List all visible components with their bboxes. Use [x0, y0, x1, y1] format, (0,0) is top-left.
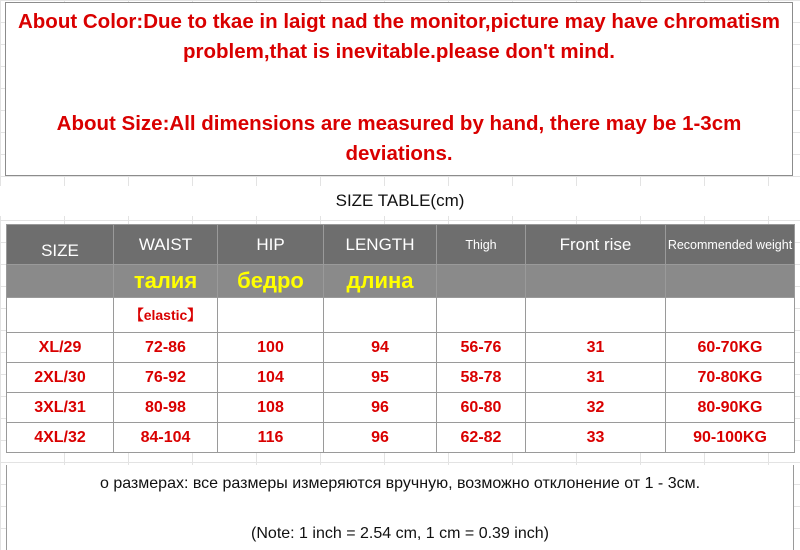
ru-waist: талия: [114, 265, 218, 298]
header-thigh: Thigh: [437, 225, 526, 265]
ru-empty-cell: [7, 265, 114, 298]
cell-thigh: 62-82: [437, 423, 526, 453]
ru-hip: бедро: [218, 265, 324, 298]
cell-front-rise: 31: [526, 363, 666, 393]
table-row: [7, 423, 795, 453]
cell-front-rise: 31: [526, 333, 666, 363]
empty-cell: [7, 298, 114, 333]
cell-size: XL/29: [7, 333, 114, 363]
cell-hip: 104: [218, 363, 324, 393]
cell-thigh: 60-80: [437, 393, 526, 423]
cell-length: 94: [324, 333, 437, 363]
footer-notes: [6, 465, 794, 550]
ru-empty-cell: [666, 265, 795, 298]
header-waist: WAIST: [114, 225, 218, 265]
cell-length: 95: [324, 363, 437, 393]
cell-length: 96: [324, 393, 437, 423]
cell-size: 3XL/31: [7, 393, 114, 423]
cell-hip: 116: [218, 423, 324, 453]
cell-front-rise: 32: [526, 393, 666, 423]
waist-note-row: [7, 298, 795, 333]
table-row: [7, 333, 795, 363]
cell-length: 96: [324, 423, 437, 453]
size-disclaimer: About Size:All dimensions are measured by hand, there may be 1-3cm deviations.: [56, 112, 742, 165]
cell-thigh: 56-76: [437, 333, 526, 363]
empty-cell: [218, 298, 324, 333]
cell-waist: 76-92: [114, 363, 218, 393]
empty-cell: [437, 298, 526, 333]
cell-weight: 60-70KG: [666, 333, 795, 363]
cell-waist: 80-98: [114, 393, 218, 423]
size-table-title: SIZE TABLE(cm): [0, 186, 800, 216]
russian-header-row: [7, 265, 795, 298]
cell-waist: 84-104: [114, 423, 218, 453]
cell-thigh: 58-78: [437, 363, 526, 393]
cell-waist: 72-86: [114, 333, 218, 363]
cell-weight: 90-100KG: [666, 423, 795, 453]
cell-hip: 108: [218, 393, 324, 423]
table-header-row: [7, 225, 795, 265]
cell-weight: 70-80KG: [666, 363, 795, 393]
disclaimer-box: [5, 2, 793, 176]
table-row: [7, 393, 795, 423]
ru-length: длина: [324, 265, 437, 298]
cell-front-rise: 33: [526, 423, 666, 453]
ru-empty-cell: [526, 265, 666, 298]
empty-cell: [666, 298, 795, 333]
cell-size: 4XL/32: [7, 423, 114, 453]
header-hip: HIP: [218, 225, 324, 265]
color-disclaimer: About Color:Due to tkae in laigt nad the monitor,picture may have chromatism problem,that is inevitable.please don't mind.: [17, 10, 781, 63]
empty-cell: [324, 298, 437, 333]
cell-weight: 80-90KG: [666, 393, 795, 423]
inch-conversion-note: (Note: 1 inch = 2.54 cm, 1 cm = 0.39 inch): [251, 525, 549, 542]
header-length: LENGTH: [324, 225, 437, 265]
cell-size: 2XL/30: [7, 363, 114, 393]
size-table: [6, 224, 795, 453]
waist-elastic-note: 【elastic】: [114, 298, 218, 333]
cell-hip: 100: [218, 333, 324, 363]
russian-measurement-note: о размерах: все размеры измеряются вручную, возможно отклонение от 1 - 3см.: [99, 475, 701, 492]
empty-cell: [526, 298, 666, 333]
ru-empty-cell: [437, 265, 526, 298]
header-size: SIZE: [7, 225, 114, 265]
header-recommended-weight: Recommended weight: [666, 225, 795, 265]
header-front-rise: Front rise: [526, 225, 666, 265]
table-row: [7, 363, 795, 393]
